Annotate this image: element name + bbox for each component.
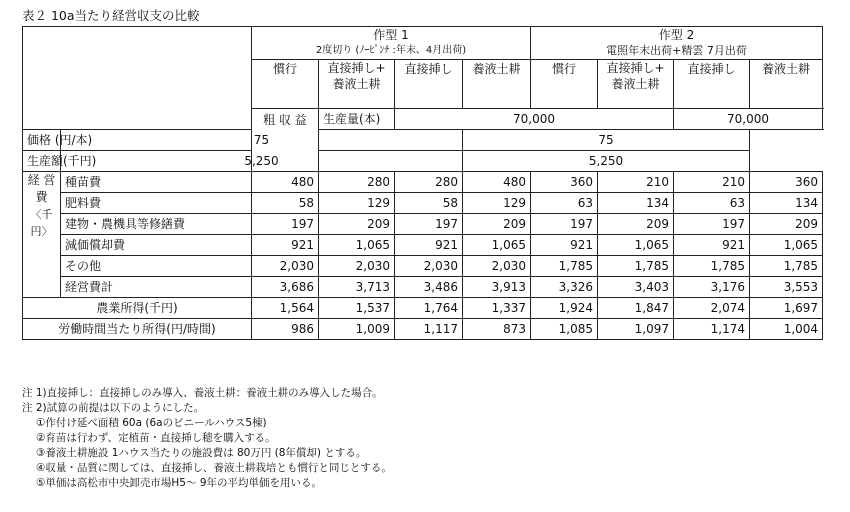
- cell: 209: [319, 214, 395, 235]
- notes: [22, 386, 392, 491]
- management-balance-table: [22, 26, 823, 340]
- category-cost-label: 経 営 費: [27, 173, 56, 204]
- note-line: ⑤単価は高松市中央卸売市場H5〜 9年の平均単価を用いる。: [36, 477, 323, 489]
- cell: 1,085: [531, 319, 598, 340]
- cell: 1,004: [750, 319, 823, 340]
- table-row: [23, 256, 823, 277]
- col-header: 慣行: [531, 60, 598, 109]
- crop-type-1-title: 作型 1: [373, 28, 409, 42]
- col-header: 養液土耕: [463, 60, 531, 109]
- cell: 2,030: [252, 256, 319, 277]
- cell: 1,065: [319, 235, 395, 256]
- cell: 3,326: [531, 277, 598, 298]
- note-line: 注 2)試算の前提は以下のようにした。: [22, 402, 205, 414]
- cell: 197: [252, 214, 319, 235]
- cell: 280: [319, 172, 395, 193]
- cell: 197: [674, 214, 750, 235]
- cell: 1,785: [531, 256, 598, 277]
- note-line: ①作付け延べ面積 60a (6aのビニールハウス5棟): [36, 417, 267, 429]
- cell: 921: [674, 235, 750, 256]
- cell: 134: [598, 193, 674, 214]
- cell: 1,174: [674, 319, 750, 340]
- gross-value-type1: 70,000: [395, 109, 674, 130]
- cell: 921: [395, 235, 463, 256]
- cell: 197: [395, 214, 463, 235]
- cell: 360: [531, 172, 598, 193]
- cell: 210: [598, 172, 674, 193]
- cell: 1,785: [598, 256, 674, 277]
- cell: 3,403: [598, 277, 674, 298]
- table-row-labor-income: [23, 319, 823, 340]
- row-label: 種苗費: [61, 172, 252, 193]
- gross-value-type1: 75: [61, 130, 463, 151]
- cell: 209: [463, 214, 531, 235]
- table-row: [23, 130, 823, 151]
- cell: 480: [463, 172, 531, 193]
- col-header: 直接挿し: [395, 60, 463, 109]
- cell: 63: [531, 193, 598, 214]
- cell: 2,030: [319, 256, 395, 277]
- cell: 1,065: [598, 235, 674, 256]
- note-line: ④収量・品質に関しては、直接挿し、養液土耕栽培とも慣行と同じとする。: [36, 462, 392, 474]
- table-caption: 表２ 10a当たり経営収支の比較: [22, 8, 200, 23]
- col-header: 直接挿し+ 養液土耕: [319, 60, 395, 109]
- cell: 2,030: [463, 256, 531, 277]
- category-operating-cost: [23, 172, 61, 298]
- cell: 3,713: [319, 277, 395, 298]
- col-header: 直接挿し: [674, 60, 750, 109]
- cell: 921: [531, 235, 598, 256]
- table-row-total: [23, 277, 823, 298]
- row-label: 肥料費: [61, 193, 252, 214]
- row-label: 労働時間当たり所得(円/時間): [23, 319, 252, 340]
- note-line: ③養液土耕施設 1ハウス当たりの施設費は 80万円 (8年償却) とする。: [36, 447, 367, 459]
- cell: 1,065: [750, 235, 823, 256]
- crop-type-2-header: [531, 27, 823, 60]
- category-gross-revenue: 粗 収 益: [252, 109, 319, 172]
- cell: 1,924: [531, 298, 598, 319]
- cell: 209: [598, 214, 674, 235]
- table-row: [23, 214, 823, 235]
- cell: 210: [674, 172, 750, 193]
- cell: 1,847: [598, 298, 674, 319]
- cell: 1,097: [598, 319, 674, 340]
- cell: 1,117: [395, 319, 463, 340]
- header-corner: [23, 27, 252, 130]
- row-label: 生産量(本): [319, 109, 395, 130]
- category-cost-unit: 〈千 円〉: [30, 208, 53, 238]
- cell: 129: [463, 193, 531, 214]
- cell: 480: [252, 172, 319, 193]
- cell: 1,564: [252, 298, 319, 319]
- crop-type-2-subtitle: 電照年末出荷+精雲 7月出荷: [606, 44, 747, 57]
- cell: 58: [252, 193, 319, 214]
- gross-value-type2: 70,000: [674, 109, 823, 130]
- crop-type-1-header: [252, 27, 531, 60]
- cell: 873: [463, 319, 531, 340]
- table-row: [23, 172, 823, 193]
- cell: 1,785: [750, 256, 823, 277]
- table-row: [23, 151, 823, 172]
- note-line: 注 1)直接挿し：直接挿しのみ導入、養液土耕：養液土耕のみ導入した場合。: [22, 387, 383, 399]
- gross-value-type2: 5,250: [463, 151, 750, 172]
- note-line: ②育苗は行わず、定植苗・直接挿し穂を購入する。: [36, 432, 276, 444]
- row-label: 減価償却費: [61, 235, 252, 256]
- table-row: [23, 193, 823, 214]
- cell: 280: [395, 172, 463, 193]
- cell: 3,553: [750, 277, 823, 298]
- gross-value-type2: 75: [463, 130, 750, 151]
- col-header: 養液土耕: [750, 60, 823, 109]
- row-label: その他: [61, 256, 252, 277]
- table-row: [23, 235, 823, 256]
- cell: 1,697: [750, 298, 823, 319]
- cell: 1,009: [319, 319, 395, 340]
- crop-type-1-subtitle: 2度切り (ﾉｰﾋﾟﾝﾁ :年末、4月出荷): [315, 45, 467, 56]
- cell: 360: [750, 172, 823, 193]
- col-header: 直接挿し+ 養液土耕: [598, 60, 674, 109]
- cell: 129: [319, 193, 395, 214]
- row-label: 建物・農機具等修繕費: [61, 214, 252, 235]
- row-label: 農業所得(千円): [23, 298, 252, 319]
- cell: 1,337: [463, 298, 531, 319]
- cell: 209: [750, 214, 823, 235]
- row-label: 経営費計: [61, 277, 252, 298]
- cell: 63: [674, 193, 750, 214]
- cell: 3,176: [674, 277, 750, 298]
- cell: 921: [252, 235, 319, 256]
- cell: 1,537: [319, 298, 395, 319]
- cell: 1,764: [395, 298, 463, 319]
- cell: 134: [750, 193, 823, 214]
- cell: 3,486: [395, 277, 463, 298]
- cell: 3,913: [463, 277, 531, 298]
- gross-value-type1: 5,250: [61, 151, 463, 172]
- cell: 986: [252, 319, 319, 340]
- col-header: 慣行: [252, 60, 319, 109]
- cell: 197: [531, 214, 598, 235]
- cell: 2,074: [674, 298, 750, 319]
- cell: 1,785: [674, 256, 750, 277]
- cell: 3,686: [252, 277, 319, 298]
- cell: 2,030: [395, 256, 463, 277]
- row-label: 価格 (円/本): [23, 130, 61, 151]
- row-label: 生産額(千円): [23, 151, 61, 172]
- cell: 1,065: [463, 235, 531, 256]
- crop-type-2-title: 作型 2: [658, 28, 695, 42]
- cell: 58: [395, 193, 463, 214]
- header-row-types: [23, 27, 823, 60]
- table-row-income: [23, 298, 823, 319]
